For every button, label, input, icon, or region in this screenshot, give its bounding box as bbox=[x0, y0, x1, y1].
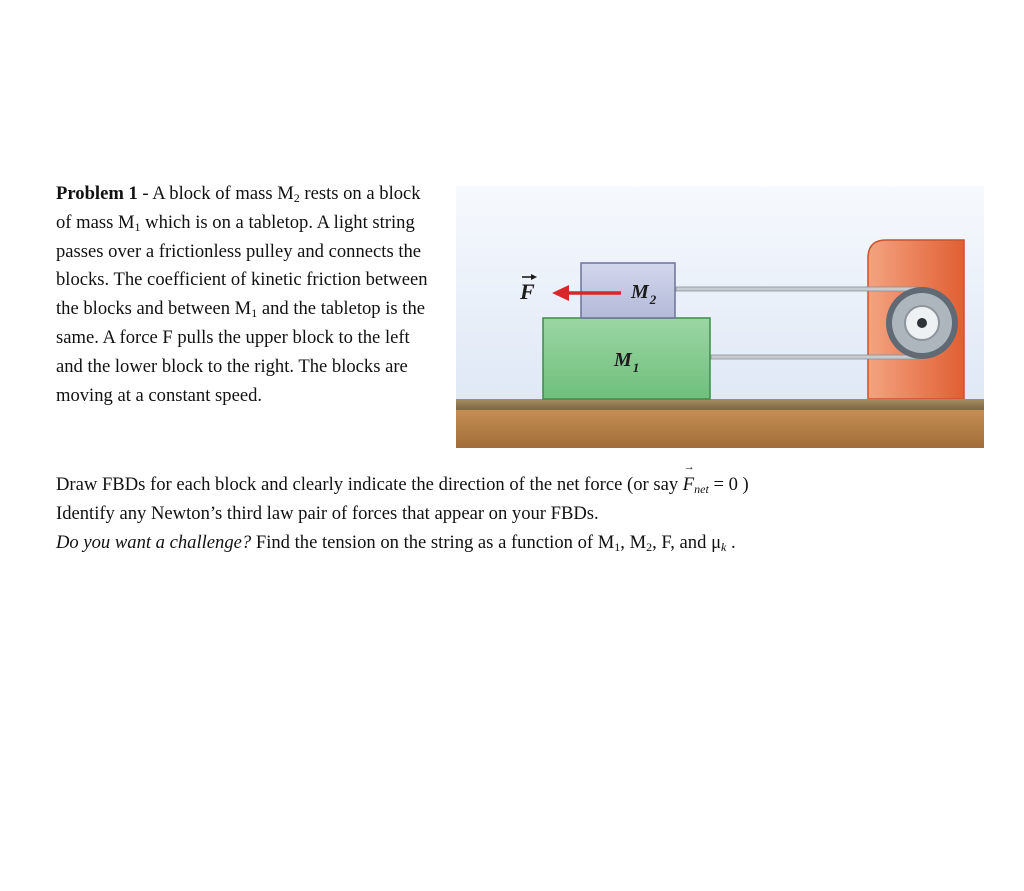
task-text: Draw FBDs for each block and clearly indicate the direction of the net force (or say bbox=[56, 474, 683, 495]
lower-block-label: $M_1$ bbox=[614, 349, 640, 375]
challenge-prompt: Do you want a challenge? bbox=[56, 532, 252, 553]
tabletop-surface bbox=[456, 399, 984, 410]
force-label: F bbox=[520, 279, 535, 304]
task-text: , F, and bbox=[652, 532, 712, 553]
blocks-pulley-figure bbox=[456, 186, 984, 448]
lower-string bbox=[711, 355, 920, 359]
mu-k-symbol bbox=[711, 532, 726, 553]
problem-separator: - bbox=[137, 183, 153, 204]
task-text: = 0 ) bbox=[708, 474, 749, 495]
subscript: 2 bbox=[293, 191, 300, 205]
task-newton-third-law: Identify any Newton’s third law pair of forces that appear on your FBDs. bbox=[56, 503, 599, 524]
upper-block-m2 bbox=[581, 263, 675, 318]
task-text: , M bbox=[620, 532, 647, 553]
figure-svg bbox=[456, 186, 984, 448]
mu-symbol: μ bbox=[711, 532, 722, 553]
k-subscript: k bbox=[721, 540, 727, 554]
tabletop-front bbox=[456, 410, 984, 448]
subscript: 1 bbox=[134, 219, 141, 234]
problem-text-2: rests on a block of mass M bbox=[56, 183, 421, 233]
task-list bbox=[56, 461, 996, 557]
problem-statement bbox=[56, 180, 436, 410]
subscript: 1 bbox=[614, 540, 621, 554]
upper-string bbox=[676, 287, 920, 291]
task-text: . bbox=[726, 532, 736, 553]
task-challenge bbox=[56, 528, 996, 557]
problem-text-1: A block of mass M bbox=[152, 183, 294, 204]
net-subscript: net bbox=[694, 482, 709, 496]
problem-text-4: and the tabletop is the same. A force F pulls the upper block to the left and the lower block to the right. The blocks are moving at a constant speed. bbox=[56, 298, 426, 406]
task-draw-fbd bbox=[56, 461, 996, 499]
f-symbol: F bbox=[682, 474, 695, 495]
upper-block-label: $M_2$ bbox=[631, 281, 657, 307]
vector-arrow-icon: → bbox=[683, 461, 695, 473]
f-net-symbol bbox=[682, 461, 709, 499]
problem-text-3: which is on a tabletop. A light string passes over a frictionless pulley and connects the blocks. The coefficient of kinetic friction between the blocks and between M bbox=[56, 211, 428, 320]
subscript: 2 bbox=[646, 540, 653, 554]
task-text: Find the tension on the string as a function of M bbox=[251, 532, 615, 553]
problem-heading: Problem 1 bbox=[56, 183, 138, 204]
subscript: 1 bbox=[251, 306, 258, 321]
pulley-wheel bbox=[886, 287, 958, 359]
